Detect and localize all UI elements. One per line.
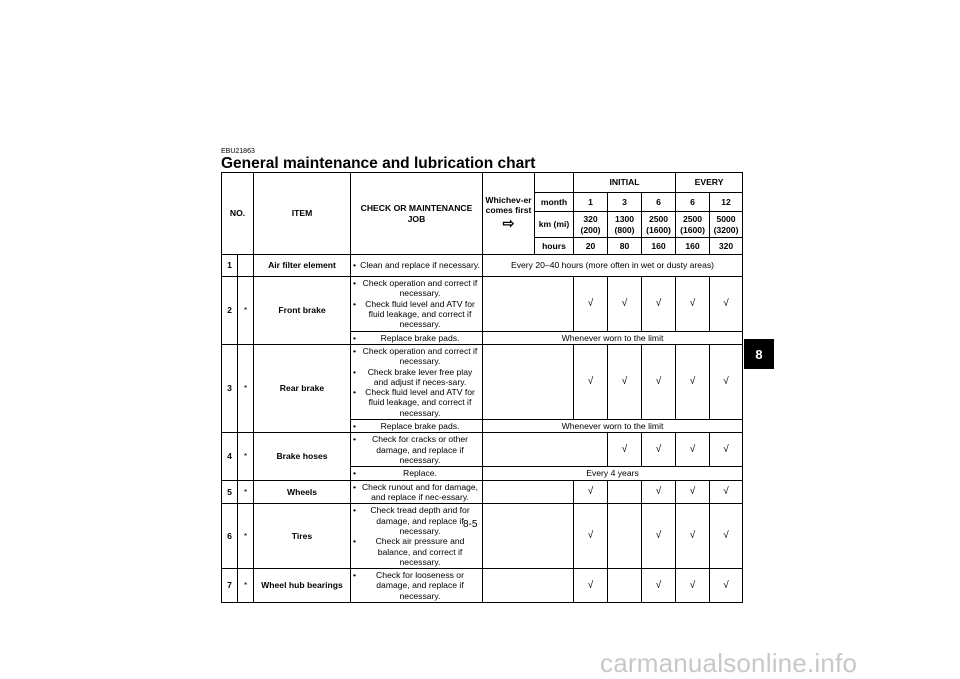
row-number: 7 (222, 569, 238, 603)
month-cell: 1 (574, 193, 608, 212)
row-job (351, 504, 483, 569)
job-entry: • Replace. (353, 468, 480, 478)
row-job (351, 433, 483, 467)
row-mark: * (238, 480, 254, 504)
month-cell: 6 (642, 193, 676, 212)
check-mark: √ (642, 277, 676, 332)
check-mark: √ (574, 344, 608, 419)
header-whichever (483, 173, 535, 255)
table-row (222, 433, 743, 467)
km-cell: 2500 (1600) (642, 212, 676, 238)
header-item: ITEM (254, 173, 351, 255)
km-cell: 1300 (800) (608, 212, 642, 238)
hours-cell: 320 (710, 238, 743, 255)
check-mark: √ (574, 277, 608, 332)
row-number: 1 (222, 255, 238, 277)
check-mark: √ (608, 433, 642, 467)
document-code: EBU21863 (221, 148, 255, 155)
job-entry: • Check fluid level and ATV for fluid leakage, and correct if necessary. (353, 387, 480, 418)
check-mark: √ (574, 504, 608, 569)
row-job (351, 480, 483, 504)
header-every: EVERY (676, 173, 743, 193)
row-number: 5 (222, 480, 238, 504)
check-mark: √ (710, 344, 743, 419)
job-entry: • Replace brake pads. (353, 421, 480, 431)
km-cell: 320 (200) (574, 212, 608, 238)
row-job (351, 569, 483, 603)
maintenance-chart (221, 172, 743, 603)
check-mark: √ (608, 344, 642, 419)
row-job (351, 420, 483, 433)
label-km: km (mi) (535, 212, 574, 238)
row-job (351, 331, 483, 344)
row-job (351, 467, 483, 480)
row-item: Wheels (254, 480, 351, 504)
table-row (222, 569, 743, 603)
row-number: 4 (222, 433, 238, 480)
row-job (351, 277, 483, 332)
check-mark: √ (642, 569, 676, 603)
hours-cell: 80 (608, 238, 642, 255)
row-mark (238, 255, 254, 277)
check-mark: √ (676, 433, 710, 467)
job-entry: • Clean and replace if necessary. (353, 260, 480, 270)
job-entry: • Check for cracks or other damage, and replace if necessary. (353, 434, 480, 465)
job-entry: • Replace brake pads. (353, 333, 480, 343)
page-number: 8-5 (463, 519, 478, 530)
check-mark: √ (710, 569, 743, 603)
row-job (351, 255, 483, 277)
hours-cell: 20 (574, 238, 608, 255)
row-interval: Whenever worn to the limit (483, 331, 743, 344)
arrow-right-icon: ⇨ (502, 215, 515, 232)
check-mark: √ (574, 480, 608, 504)
row-item: Tires (254, 504, 351, 569)
row-number: 2 (222, 277, 238, 345)
job-entry: • Check for looseness or damage, and replace if necessary. (353, 570, 480, 601)
row-mark: * (238, 504, 254, 569)
label-hours: hours (535, 238, 574, 255)
job-entry: • Check tread depth and for damage, and replace if necessary. (353, 505, 480, 536)
check-mark: √ (676, 277, 710, 332)
section-tab: 8 (744, 339, 774, 369)
job-entry: • Check operation and correct if necessary. (353, 278, 480, 299)
row-mark: * (238, 569, 254, 603)
row-item: Rear brake (254, 344, 351, 433)
table-row (222, 504, 743, 569)
check-mark: √ (608, 277, 642, 332)
job-entry: • Check air pressure and balance, and correct if necessary. (353, 536, 480, 567)
row-interval: Every 4 years (483, 467, 743, 480)
watermark: carmanualsonline.info (600, 648, 858, 678)
check-mark: √ (676, 480, 710, 504)
hours-cell: 160 (676, 238, 710, 255)
row-item: Air filter element (254, 255, 351, 277)
check-mark: √ (574, 569, 608, 603)
row-item: Brake hoses (254, 433, 351, 480)
row-job (351, 344, 483, 419)
label-month: month (535, 193, 574, 212)
row-item: Wheel hub bearings (254, 569, 351, 603)
km-cell: 2500 (1600) (676, 212, 710, 238)
check-mark: √ (710, 504, 743, 569)
table-row (222, 344, 743, 419)
table-row (222, 277, 743, 332)
row-interval: Every 20–40 hours (more often in wet or dusty areas) (483, 255, 743, 277)
check-mark: √ (710, 277, 743, 332)
row-item: Front brake (254, 277, 351, 345)
whichever-text: Whichev-er comes first (485, 194, 532, 216)
header-initial: INITIAL (574, 173, 676, 193)
check-mark: √ (676, 504, 710, 569)
check-mark: √ (642, 480, 676, 504)
hours-cell: 160 (642, 238, 676, 255)
month-cell: 12 (710, 193, 743, 212)
header-no: NO. (222, 173, 254, 255)
job-entry: • Check runout and for damage, and replace if nec-essary. (353, 482, 480, 503)
row-mark: * (238, 277, 254, 345)
check-mark: √ (676, 344, 710, 419)
table-row (222, 480, 743, 504)
job-entry: • Check brake lever free play and adjust if neces-sary. (353, 367, 480, 388)
check-mark: √ (642, 504, 676, 569)
row-number: 6 (222, 504, 238, 569)
row-interval: Whenever worn to the limit (483, 420, 743, 433)
page-title: General maintenance and lubrication chart (221, 155, 536, 172)
check-mark: √ (710, 433, 743, 467)
table-row (222, 255, 743, 277)
header-job: CHECK OR MAINTENANCE JOB (351, 173, 483, 255)
check-mark: √ (642, 433, 676, 467)
job-entry: • Check operation and correct if necessary. (353, 346, 480, 367)
check-mark: √ (642, 344, 676, 419)
check-mark: √ (676, 569, 710, 603)
check-mark: √ (710, 480, 743, 504)
km-cell: 5000 (3200) (710, 212, 743, 238)
row-mark: * (238, 344, 254, 433)
row-mark: * (238, 433, 254, 480)
month-cell: 3 (608, 193, 642, 212)
job-entry: • Check fluid level and ATV for fluid leakage, and correct if necessary. (353, 299, 480, 330)
row-number: 3 (222, 344, 238, 433)
month-cell: 6 (676, 193, 710, 212)
